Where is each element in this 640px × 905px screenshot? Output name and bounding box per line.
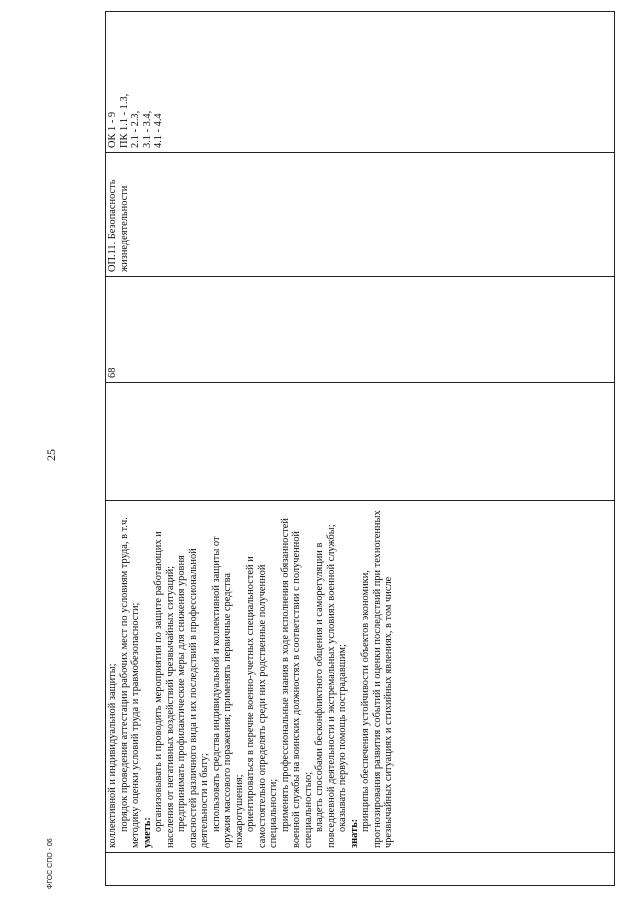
competency-line-2: ПК 1.1 - 1.3, (118, 93, 130, 148)
umet-item-1: организовывать и проводить мероприятия по защите работающих и населения от негативных воздействий чрезвычайных ситуаций; (153, 531, 176, 848)
discipline-name: ОП.11. Безопасность жизнедеятельности (107, 179, 130, 272)
umet-item-4: ориентироваться в перечне военно-учетных специальностей и самостоятельно определять среди них родственные полученной специальности; (245, 556, 279, 848)
competency-line-4: 3.1 - 3.4, (141, 110, 153, 148)
umet-item-5: применять профессиональные знания в ходе исполнения обязанностей военной службы на воинских должностях в соответствии с полученной специальностью; (279, 518, 314, 848)
lead-in-line-1: коллективной и индивидуальной защиты; (107, 663, 118, 848)
competency-line-3: 2.1 - 2.3, (130, 110, 141, 148)
hours-cell (106, 277, 615, 383)
discipline-cell (106, 153, 615, 277)
umet-item-6: владеть способами бесконфликтного общения и саморегуляции в повседневной деятельности и экстремальных условиях военной службы; (314, 524, 337, 848)
znat-item-1: принципы обеспечения устойчивости объектов экономики, прогнозирования развития событий и оценки последствий при техногенных чрезвычайных ситуациях и стихийных явлениях, в том числе (360, 510, 394, 848)
znat-label: знать: (348, 818, 360, 848)
index-cell (106, 853, 615, 886)
table-row (106, 12, 615, 886)
competency-line-1: ОК 1 - 9 (107, 111, 118, 148)
curriculum-table (105, 11, 615, 886)
umet-item-7: оказывать первую помощь пострадавшим; (337, 644, 348, 832)
footer-code: ФГОС СПО - 06 (47, 838, 54, 889)
umet-item-3: использовать средства индивидуальной и коллективной защиты от оружия массового поражения; применять первичные средства пожаротушения; (210, 536, 245, 848)
competencies-cell (106, 12, 615, 153)
empty-cell (106, 383, 615, 501)
competency-line-5: 4.1 - 4.4 (153, 113, 164, 148)
hours-value: 68 (107, 367, 118, 378)
content-cell (106, 501, 615, 853)
page-number: 25 (44, 449, 58, 461)
umet-label: уметь: (141, 817, 153, 848)
umet-item-2: предпринимать профилактические меры для снижения уровня опасностей различного вида и их последствий в профессиональной деятельности и быту; (176, 548, 210, 848)
lead-in-line-2: порядок проведения аттестации рабочих мест по условиям труда, в т.ч. методику оценки условий труда и травмобезопасности; (118, 517, 141, 848)
